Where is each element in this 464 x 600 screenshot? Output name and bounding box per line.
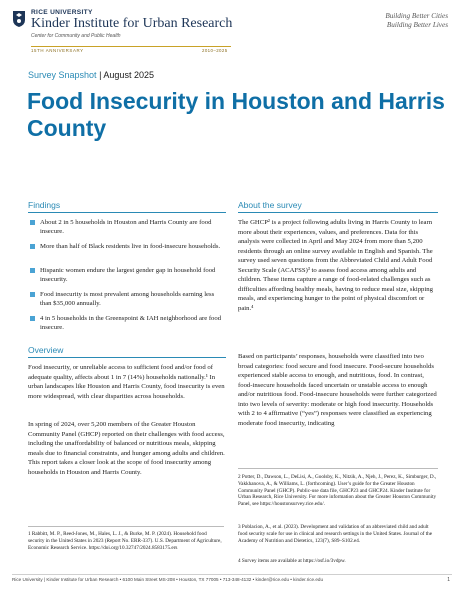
center-name: Center for Community and Public Health	[31, 33, 121, 39]
bullet-square-icon	[30, 292, 35, 297]
page-number: 1	[447, 577, 450, 583]
findings-rule	[28, 212, 226, 213]
footnote-1: 1 Rabbitt, M. P., Reed-Jones, M., Hales, L. J., & Burke, M. P. (2024). Household food security in the United States in 2023 (Report No. ERR-337). U.S. Department of Agriculture, Economic Research Service. https://doi.org/10.32747/2024.8583175.ers	[28, 531, 222, 551]
bullet-square-icon	[30, 316, 35, 321]
kicker	[28, 70, 154, 80]
overview-rule	[28, 357, 226, 358]
anniversary-years: 2010–2025	[202, 48, 228, 53]
footnote-rule	[28, 526, 224, 527]
kicker-separator: |	[99, 70, 102, 80]
finding-item: More than half of Black residents live in food-insecure households.	[30, 242, 226, 251]
finding-item: About 2 in 5 households in Houston and Harris County are food insecure.	[30, 218, 226, 237]
university-name: RICE UNIVERSITY	[31, 9, 93, 16]
about-paragraph-2: Based on participants’ responses, households were classified into two broad categories: food secure and food insecure. Food-secure households experienced stable access to enough, and nutritious, food. In contrast, food-insecure households faced uncertain or unstable access to enough and/or nutritious food. Food-insecure households were further categorized into two levels of severity: moderate or high food insecurity. Households with 2 to 4 affirmative (“yes”) responses were classified as experiencing moderate food insecurity, indicating	[238, 353, 437, 427]
footnote-2: 2 Potter, D., Dawson, L., DeLisi, A., Goolsby, K., Nitzik, A., Njeh, J., Perez, K., Simburger, D., Vakkhanova, A., & Williams, L. (forthcoming). User’s guide for the Greater Houston Community Panel (GHCP). Public-use data file, GHCP23 and GHCP24. Kinder Institute for Urban Research, Rice University. For more information about the Greater Houston Community Panel, see https://houstonsurvey.rice.edu/.	[238, 474, 437, 508]
finding-item: Food insecurity is most prevalent among households earning less than $35,000 annually.	[30, 290, 226, 309]
tagline-line-1: Building Better Cities	[385, 12, 448, 20]
about-heading: About the survey	[238, 200, 302, 210]
overview-paragraph-2: In spring of 2024, over 5,200 members of the Greater Houston Community Panel (GHCP) reported on their challenges with food access, including the unaffordability of balanced or nutritious meals, skipping meals due to financial constraints, and hunger among adults and children. This report takes a closer look at the scope of food insecurity among households in Houston and Harris County.	[28, 421, 225, 476]
anniversary-rule	[31, 46, 231, 47]
bullet-square-icon	[30, 244, 35, 249]
bullet-square-icon	[30, 268, 35, 273]
anniversary-label: 15TH ANNIVERSARY	[31, 48, 84, 53]
kicker-date: August 2025	[103, 70, 154, 80]
tagline-line-2: Building Better Lives	[386, 21, 448, 29]
finding-item: Hispanic women endure the largest gender gap in household food insecurity.	[30, 266, 226, 285]
overview-paragraph-1: Food insecurity, or unreliable access to sufficient food and/or food of adequate quality, affects about 1 in 7 (14%) households nationally.¹ In urban landscapes like Houston and Harris County, food insecurity is even more widespread, with clear disparities across households.	[28, 364, 225, 400]
finding-item: 4 in 5 households in the Greenspoint & IAH neighborhood are food insecure.	[30, 314, 226, 333]
page-title: Food Insecurity in Houston and Harris County	[27, 88, 445, 141]
footnote-3: 3 Poblacion, A., et al. (2023). Development and validation of an abbreviated child and adult food security scale for use in clinical and research settings in the United States. Journal of the Academy of Nutrition and Dietetics, 123(7), S89–S102.e4.	[238, 524, 433, 544]
kicker-label: Survey Snapshot	[28, 70, 97, 80]
findings-heading: Findings	[28, 200, 61, 210]
footnote-rule	[238, 468, 438, 469]
about-rule	[238, 212, 438, 213]
footer-text: Rice University | Kinder Institute for Urban Research • 6100 Main Street MS-208 • Houston, TX 77005 • 713-348-4132 • kinder@rice.edu • kinder.rice.edu	[12, 577, 324, 582]
footer-rule	[12, 574, 452, 575]
overview-heading: Overview	[28, 345, 64, 355]
about-paragraph-1: The GHCP² is a project following adults living in Harris County to learn more about their experiences, values, and preferences. Data for this analysis were collected in April and May 2024 from more than 5,200 residents through an online survey available in English and Spanish. The survey used seven questions from the Abbreviated Child and Adult Food Security Scale (ACAFSS)³ to assess food access among adults and children. These items capture a range of food-related challenges such as difficulties affording healthy meals, having to reduce meal size, skipping meals, and experiencing hunger to the point of physical discomfort or pain.⁴	[238, 219, 433, 312]
institute-name: Kinder Institute for Urban Research	[31, 16, 233, 31]
bullet-square-icon	[30, 220, 35, 225]
footnote-4: 4 Survey items are available at https://osf.io/3vdpw.	[238, 558, 346, 564]
rice-shield-logo	[12, 10, 26, 28]
